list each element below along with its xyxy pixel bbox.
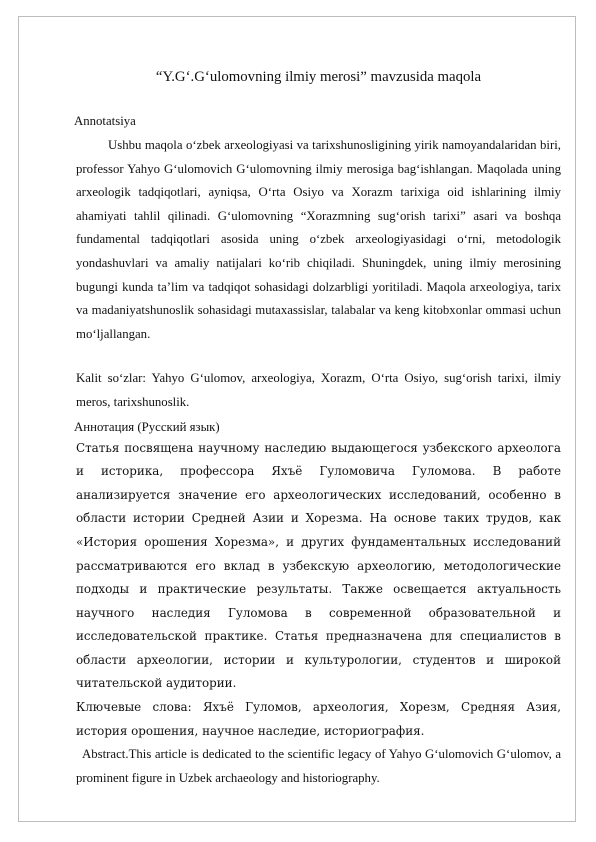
abstract-en xyxy=(76,743,561,790)
document-page xyxy=(18,16,576,822)
keywords-uz: Kalit so‘zlar: Yahyo G‘ulomov, arxeologiya, Xorazm, O‘rta Osiyo, sug‘orish tarixi, ilmiy meros, tarixshunoslik. xyxy=(76,371,561,409)
article-title: “Y.G‘.G‘ulomovning ilmiy merosi” mavzusida maqola xyxy=(155,69,482,85)
annotation-ru-heading: Аннотация (Русский язык) xyxy=(74,419,220,434)
abstract-label: Abstract. xyxy=(82,747,129,762)
annotation-uz-text: Ushbu maqola o‘zbek arxeologiyasi va tarixshunosligining yirik namoyandalaridan biri, professor Yahyo G‘ulomovich G‘ulomovning ilmiy merosiga bag‘ishlangan. Maqolada uning arxeologik tadqiqotlari, ayniqsa, O‘rta Osiyo va Xorazm tarixiga oid ishlarining ilmiy ahamiyati tahlil qilinadi. G‘ulomovning “Xorazmning sug‘orish tarixi” asari va boshqa fundamental tadqiqotlari asosida uning o‘zbek arxeologiyasidagi o‘rni, metodologik yondashuvlari va amaliy natijalari ko‘rib chiqiladi. Shuningdek, uning ilmiy merosining bugungi kunda ta’lim va tadqiqot sohasidagi dolzarbligi yoritiladi. Maqola arxeologiya, tarix va madaniyatshunoslik sohasidagi mutaxassislar, talabalar va keng kitobxonlar ommasi uchun mo‘ljallangan. xyxy=(76,138,561,341)
annotation-uz-heading: Annotatsiya xyxy=(74,114,136,128)
annotation-ru-text: Статья посвящена научному наследию выдающегося узбекского археолога и историка, профессора Яхъё Гуломовича Гуломова. В работе анализируется значение его археологических исследований, особенно в области истории Средней Азии и Хорезма. На основе таких трудов, как «История орошения Хорезма», и других фундаментальных исследований рассматриваются его вклад в узбекскую археологию, методологические подходы и практические результаты. Также освещается актуальность научного наследия Гуломова в современной образовательной и исследовательской практике. Статья предназначена для специалистов в области археологии, истории и культурологии, студентов и широкой читательской аудитории. xyxy=(76,440,561,691)
keywords-ru: Ключевые слова: Яхъё Гуломов, археология, Хорезм, Средняя Азия, история орошения, научное наследие, историография. xyxy=(76,700,561,738)
page-content xyxy=(76,67,561,790)
abstract-en-text: This article is dedicated to the scientific legacy of Yahyo G‘ulomovich G‘ulomov, a prominent figure in Uzbek archaeology and historiography. xyxy=(76,747,561,785)
